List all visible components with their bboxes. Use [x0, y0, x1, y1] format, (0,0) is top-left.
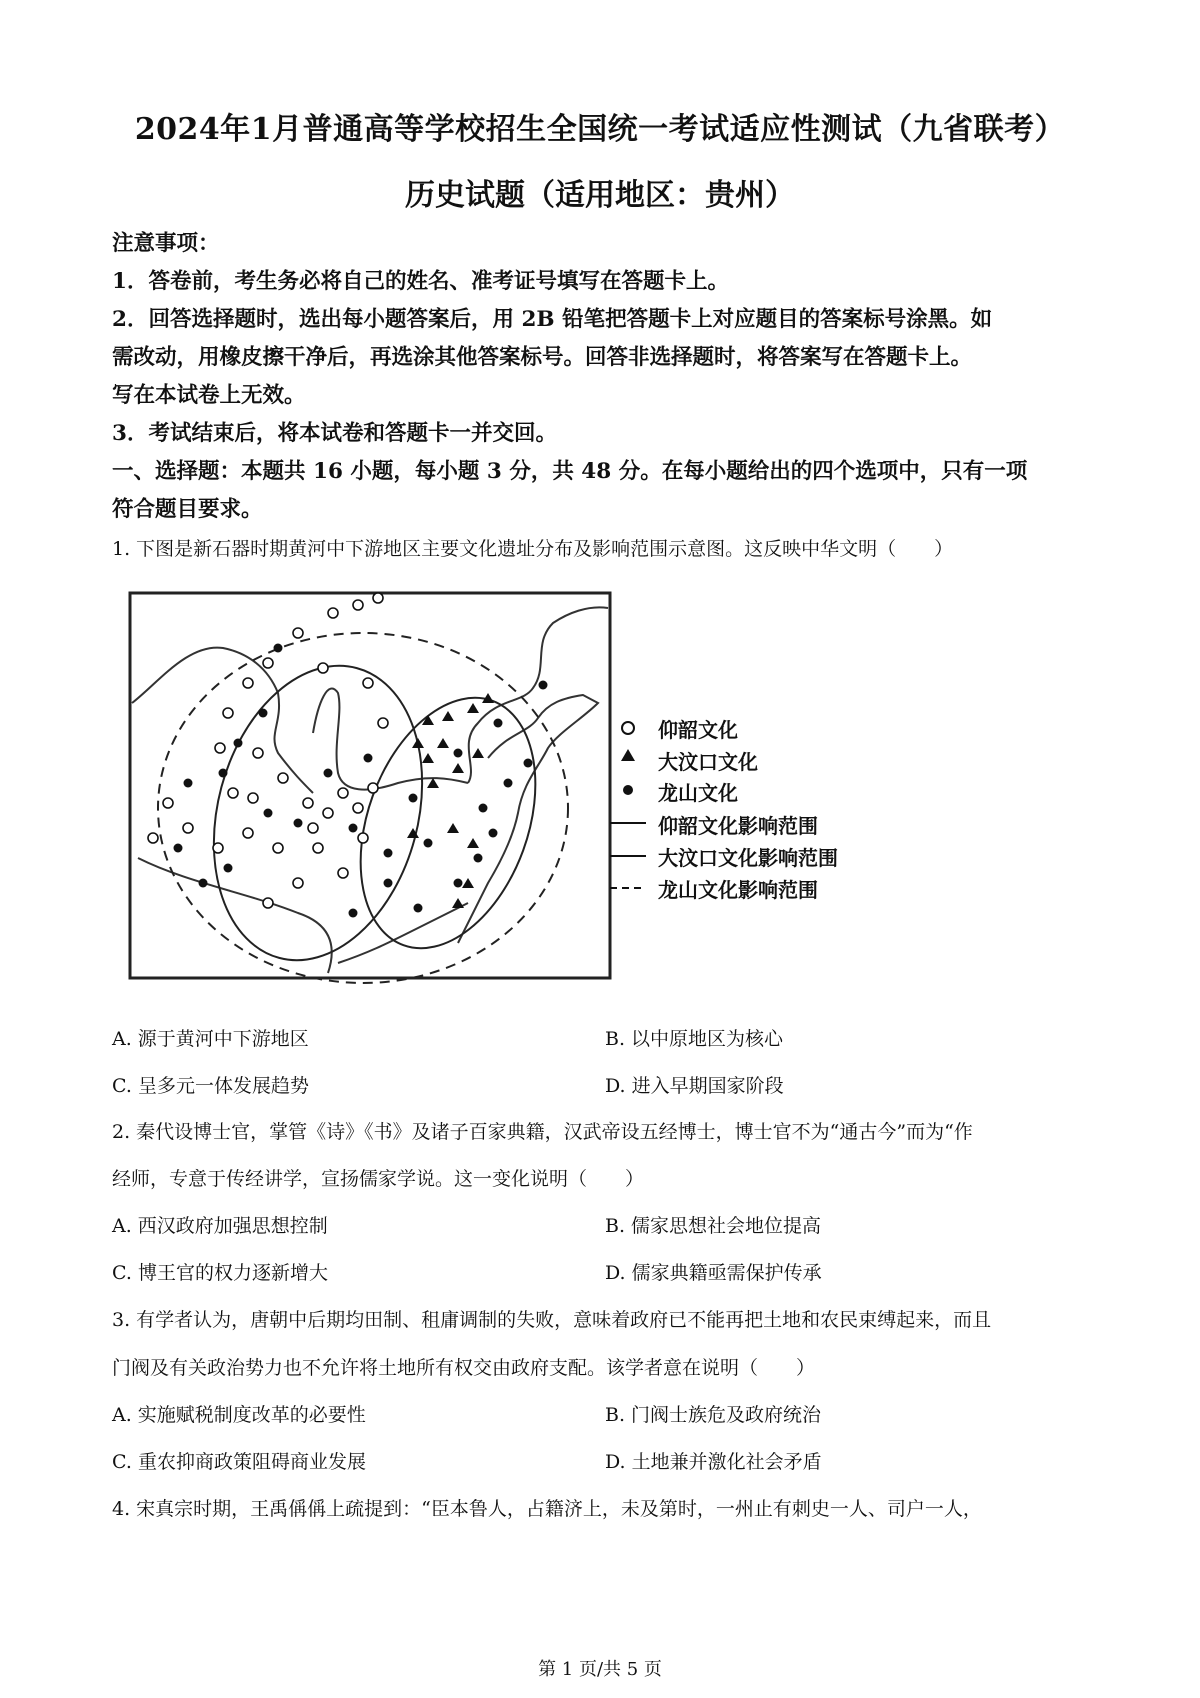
section-heading-line-1: 一、选择题：本题共 16 小题，每小题 3 分，共 48 分。在每小题给出的四个选项中，只有一项 — [112, 459, 1028, 484]
notice-item-3: 3．考试结束后，将本试卷和答题卡一并交回。 — [112, 421, 557, 446]
dawenkou-sites — [407, 693, 494, 908]
legend-longshan-range: 龙山文化影响范围 — [658, 878, 818, 902]
question-1-option-c: C. 呈多元一体发展趋势 — [112, 1075, 309, 1097]
question-4-stem-line-1: 4. 宋真宗时期，王禹偁偁上疏提到：“臣本鲁人，占籍济上，未及第时，一州止有刺史一人、司户一人， — [112, 1498, 982, 1520]
question-2-option-c: C. 博王官的权力逐新增大 — [112, 1262, 328, 1284]
coastline-east — [458, 695, 598, 943]
question-2-option-d: D. 儒家典籍亟需保护传承 — [605, 1262, 822, 1284]
legend-dawenkou: 大汶口文化 — [658, 750, 758, 774]
question-2-option-b: B. 儒家思想社会地位提高 — [605, 1215, 822, 1237]
legend-yangshao: 仰韶文化 — [658, 718, 738, 742]
question-3-option-c: C. 重农抑商政策阻碍商业发展 — [112, 1451, 366, 1473]
exam-title: 2024年1月普通高等学校招生全国统一考试适应性测试（九省联考） — [134, 112, 1066, 147]
legend-dawenkou-range: 大汶口文化影响范围 — [658, 846, 838, 870]
section-heading-line-2: 符合题目要求。 — [112, 497, 263, 522]
page-number: 第 1 页/共 5 页 — [538, 1659, 662, 1680]
question-2-option-a: A. 西汉政府加强思想控制 — [112, 1215, 328, 1237]
notice-item-1: 1．答卷前，考生务必将自己的姓名、准考证号填写在答题卡上。 — [112, 269, 729, 294]
exam-subtitle: 历史试题（适用地区：贵州） — [405, 178, 795, 213]
yangshao-sites — [148, 593, 388, 908]
question-1-option-b: B. 以中原地区为核心 — [605, 1028, 784, 1050]
huai-river-line — [338, 903, 468, 963]
map-figure — [128, 583, 888, 985]
dawenkou-legend-icon — [621, 749, 635, 761]
question-3-option-a: A. 实施赋税制度改革的必要性 — [112, 1404, 366, 1426]
culture-distribution-map — [128, 583, 888, 985]
notice-item-2-line-2: 需改动，用橡皮擦干净后，再选涂其他答案标号。回答非选择题时，将答案写在答题卡上。 — [112, 345, 973, 370]
yellow-river-line — [313, 689, 468, 790]
legend-longshan: 龙山文化 — [658, 781, 738, 805]
question-3-option-b: B. 门阀士族危及政府统治 — [605, 1404, 822, 1426]
question-3-stem-line-2: 门阀及有关政治势力也不允许将土地所有权交由政府支配。该学者意在说明（ ） — [112, 1357, 816, 1379]
legend-yangshao-range: 仰韶文化影响范围 — [658, 814, 818, 838]
question-1-option-d: D. 进入早期国家阶段 — [605, 1075, 784, 1097]
notice-heading: 注意事项： — [112, 231, 220, 256]
notice-item-2-line-3: 写在本试卷上无效。 — [112, 383, 306, 408]
question-3-stem-line-1: 3. 有学者认为，唐朝中后期均田制、租庸调制的失败，意味着政府已不能再把土地和农民束缚起来，而且 — [112, 1309, 992, 1331]
yangshao-range-ellipse — [183, 642, 454, 984]
question-2-stem-line-2: 经师，专意于传经讲学，宣扬儒家学说。这一变化说明（ ） — [112, 1168, 645, 1190]
longshan-legend-icon — [623, 785, 633, 795]
question-1-stem: 1. 下图是新石器时期黄河中下游地区主要文化遗址分布及影响范围示意图。这反映中华文明（ ） — [112, 538, 954, 560]
question-3-option-d: D. 土地兼并激化社会矛盾 — [605, 1451, 822, 1473]
question-1-option-a: A. 源于黄河中下游地区 — [112, 1028, 309, 1050]
question-2-stem-line-1: 2. 秦代设博士官，掌管《诗》《书》及诸子百家典籍，汉武帝设五经博士，博士官不为“通古今”而为“作 — [112, 1121, 973, 1143]
yangshao-legend-icon — [622, 722, 634, 734]
river-line-south — [138, 858, 332, 973]
notice-item-2-line-1: 2．回答选择题时，选出每小题答案后，用 2B 铅笔把答题卡上对应题目的答案标号涂黑。如 — [112, 307, 993, 332]
